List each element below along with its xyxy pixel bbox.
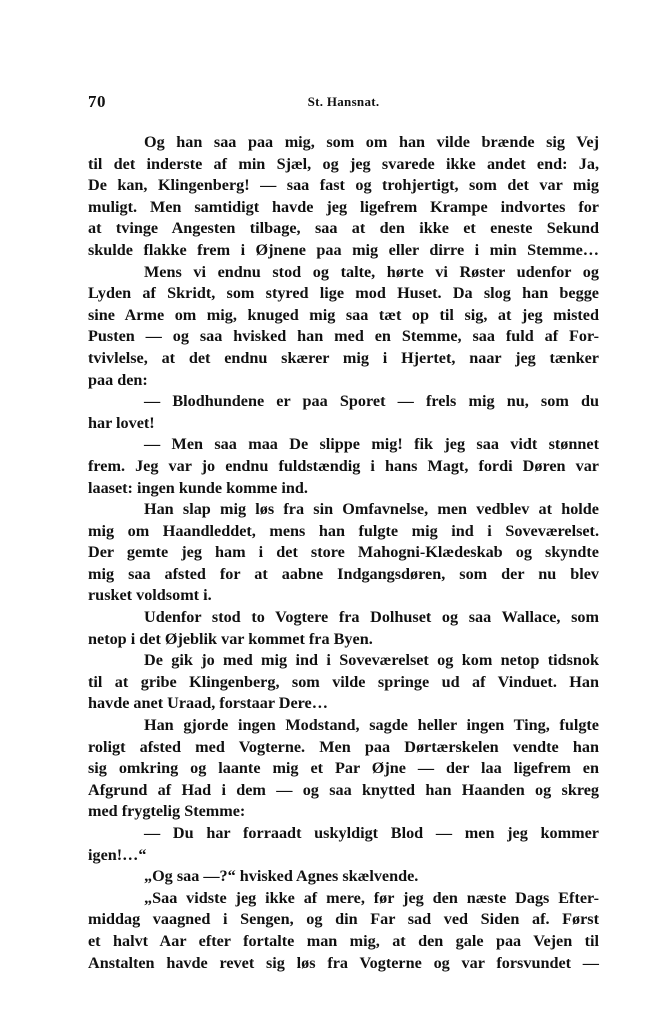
text-line: De gik jo med mig ind i Soveværelset og kom netop tidsnok <box>144 651 599 670</box>
text-line: — Men saa maa De slippe mig! fik jeg saa vidt stønnet <box>144 435 599 454</box>
text-line: skulde flakke frem i Øjnene paa mig eller dirre i min Stemme… <box>88 240 599 259</box>
text-line: Afgrund af Had i dem — og saa knytted han Haanden og skreg <box>88 780 599 799</box>
text-line: til det inderste af min Sjæl, og jeg svarede ikke andet end: Ja, <box>88 154 599 173</box>
text-line: har lovet! <box>88 413 155 432</box>
text-line: — Du har forraadt uskyldigt Blod — men jeg kommer <box>144 824 599 842</box>
text-line: mig saa afsted for at aabne Indgangsdøren, som der nu blev <box>88 564 599 583</box>
text-line: „Saa vidste jeg ikke af mere, før jeg den næste Dags Efter- <box>144 888 599 907</box>
text-line: Der gemte jeg ham i det store Mahogni-Klædeskab og skyndte <box>88 543 599 562</box>
text-line: roligt afsted med Vogterne. Men paa Dørtærskelen vendte han <box>88 737 599 756</box>
text-line: Udenfor stod to Vogtere fra Dolhuset og saa Wallace, som <box>144 608 599 627</box>
body-text <box>88 132 599 974</box>
text-line: Han slap mig løs fra sin Omfavnelse, men vedblev at holde <box>144 500 599 519</box>
text-line: rusket voldsomt i. <box>88 586 212 605</box>
text-line: Anstalten havde revet sig løs fra Vogterne og var forsvundet — <box>88 953 599 972</box>
text-line: „Og saa —?“ hvisked Agnes skælvende. <box>144 867 419 886</box>
text-line: tvivlelse, at det endnu skærer mig i Hjertet, naar jeg tænker <box>88 348 599 367</box>
page-header <box>88 92 599 114</box>
text-line: laaset: ingen kunde komme ind. <box>88 478 308 497</box>
text-line: til at gribe Klingenberg, som vilde springe ud af Vinduet. Han <box>88 672 599 691</box>
text-line: mig om Haandleddet, mens han fulgte mig ind i Soveværelset. <box>88 521 599 540</box>
text-line: middag vaagned i Sengen, og din Far sad ved Siden af. Først <box>88 910 599 929</box>
text-line: Mens vi endnu stod og talte, hørte vi Røster udenfor og <box>144 262 599 281</box>
text-line: havde anet Uraad, forstaar Dere… <box>88 694 328 713</box>
running-title: St. Hansnat. <box>307 94 380 109</box>
text-line: et halvt Aar efter fortalte man mig, at den gale paa Vejen til <box>88 931 599 950</box>
text-line: Pusten — og saa hvisked han med en Stemme, saa fuld af For- <box>88 327 599 346</box>
text-line: muligt. Men samtidigt havde jeg ligefrem Krampe indvortes for <box>88 197 599 216</box>
text-line: frem. Jeg var jo endnu fuldstændig i hans Magt, fordi Døren var <box>88 456 599 475</box>
text-line: med frygtelig Stemme: <box>88 802 246 821</box>
text-line: netop i det Øjeblik var kommet fra Byen. <box>88 629 373 648</box>
text-line: sine Arme om mig, knuged mig saa tæt op til sig, at jeg misted <box>88 305 599 324</box>
text-line: Og han saa paa mig, som om han vilde brænde sig Vej <box>144 133 599 151</box>
text-line: sig omkring og laante mig et Par Øjne — der laa ligefrem en <box>88 759 599 778</box>
text-line: igen!…“ <box>88 845 147 864</box>
text-line: Han gjorde ingen Modstand, sagde heller ingen Ting, fulgte <box>144 716 599 735</box>
text-line: — Blodhundene er paa Sporet — frels mig nu, som du <box>144 392 599 411</box>
text-line: at tvinge Angesten tilbage, saa at den ikke et eneste Sekund <box>88 219 599 238</box>
page-number: 70 <box>88 92 106 111</box>
text-line: Lyden af Skridt, som styred lige mod Huset. Da slog han begge <box>88 284 599 303</box>
text-line: De kan, Klingenberg! — saa fast og trohjertigt, som det var mig <box>88 176 599 195</box>
text-line: paa den: <box>88 370 148 389</box>
